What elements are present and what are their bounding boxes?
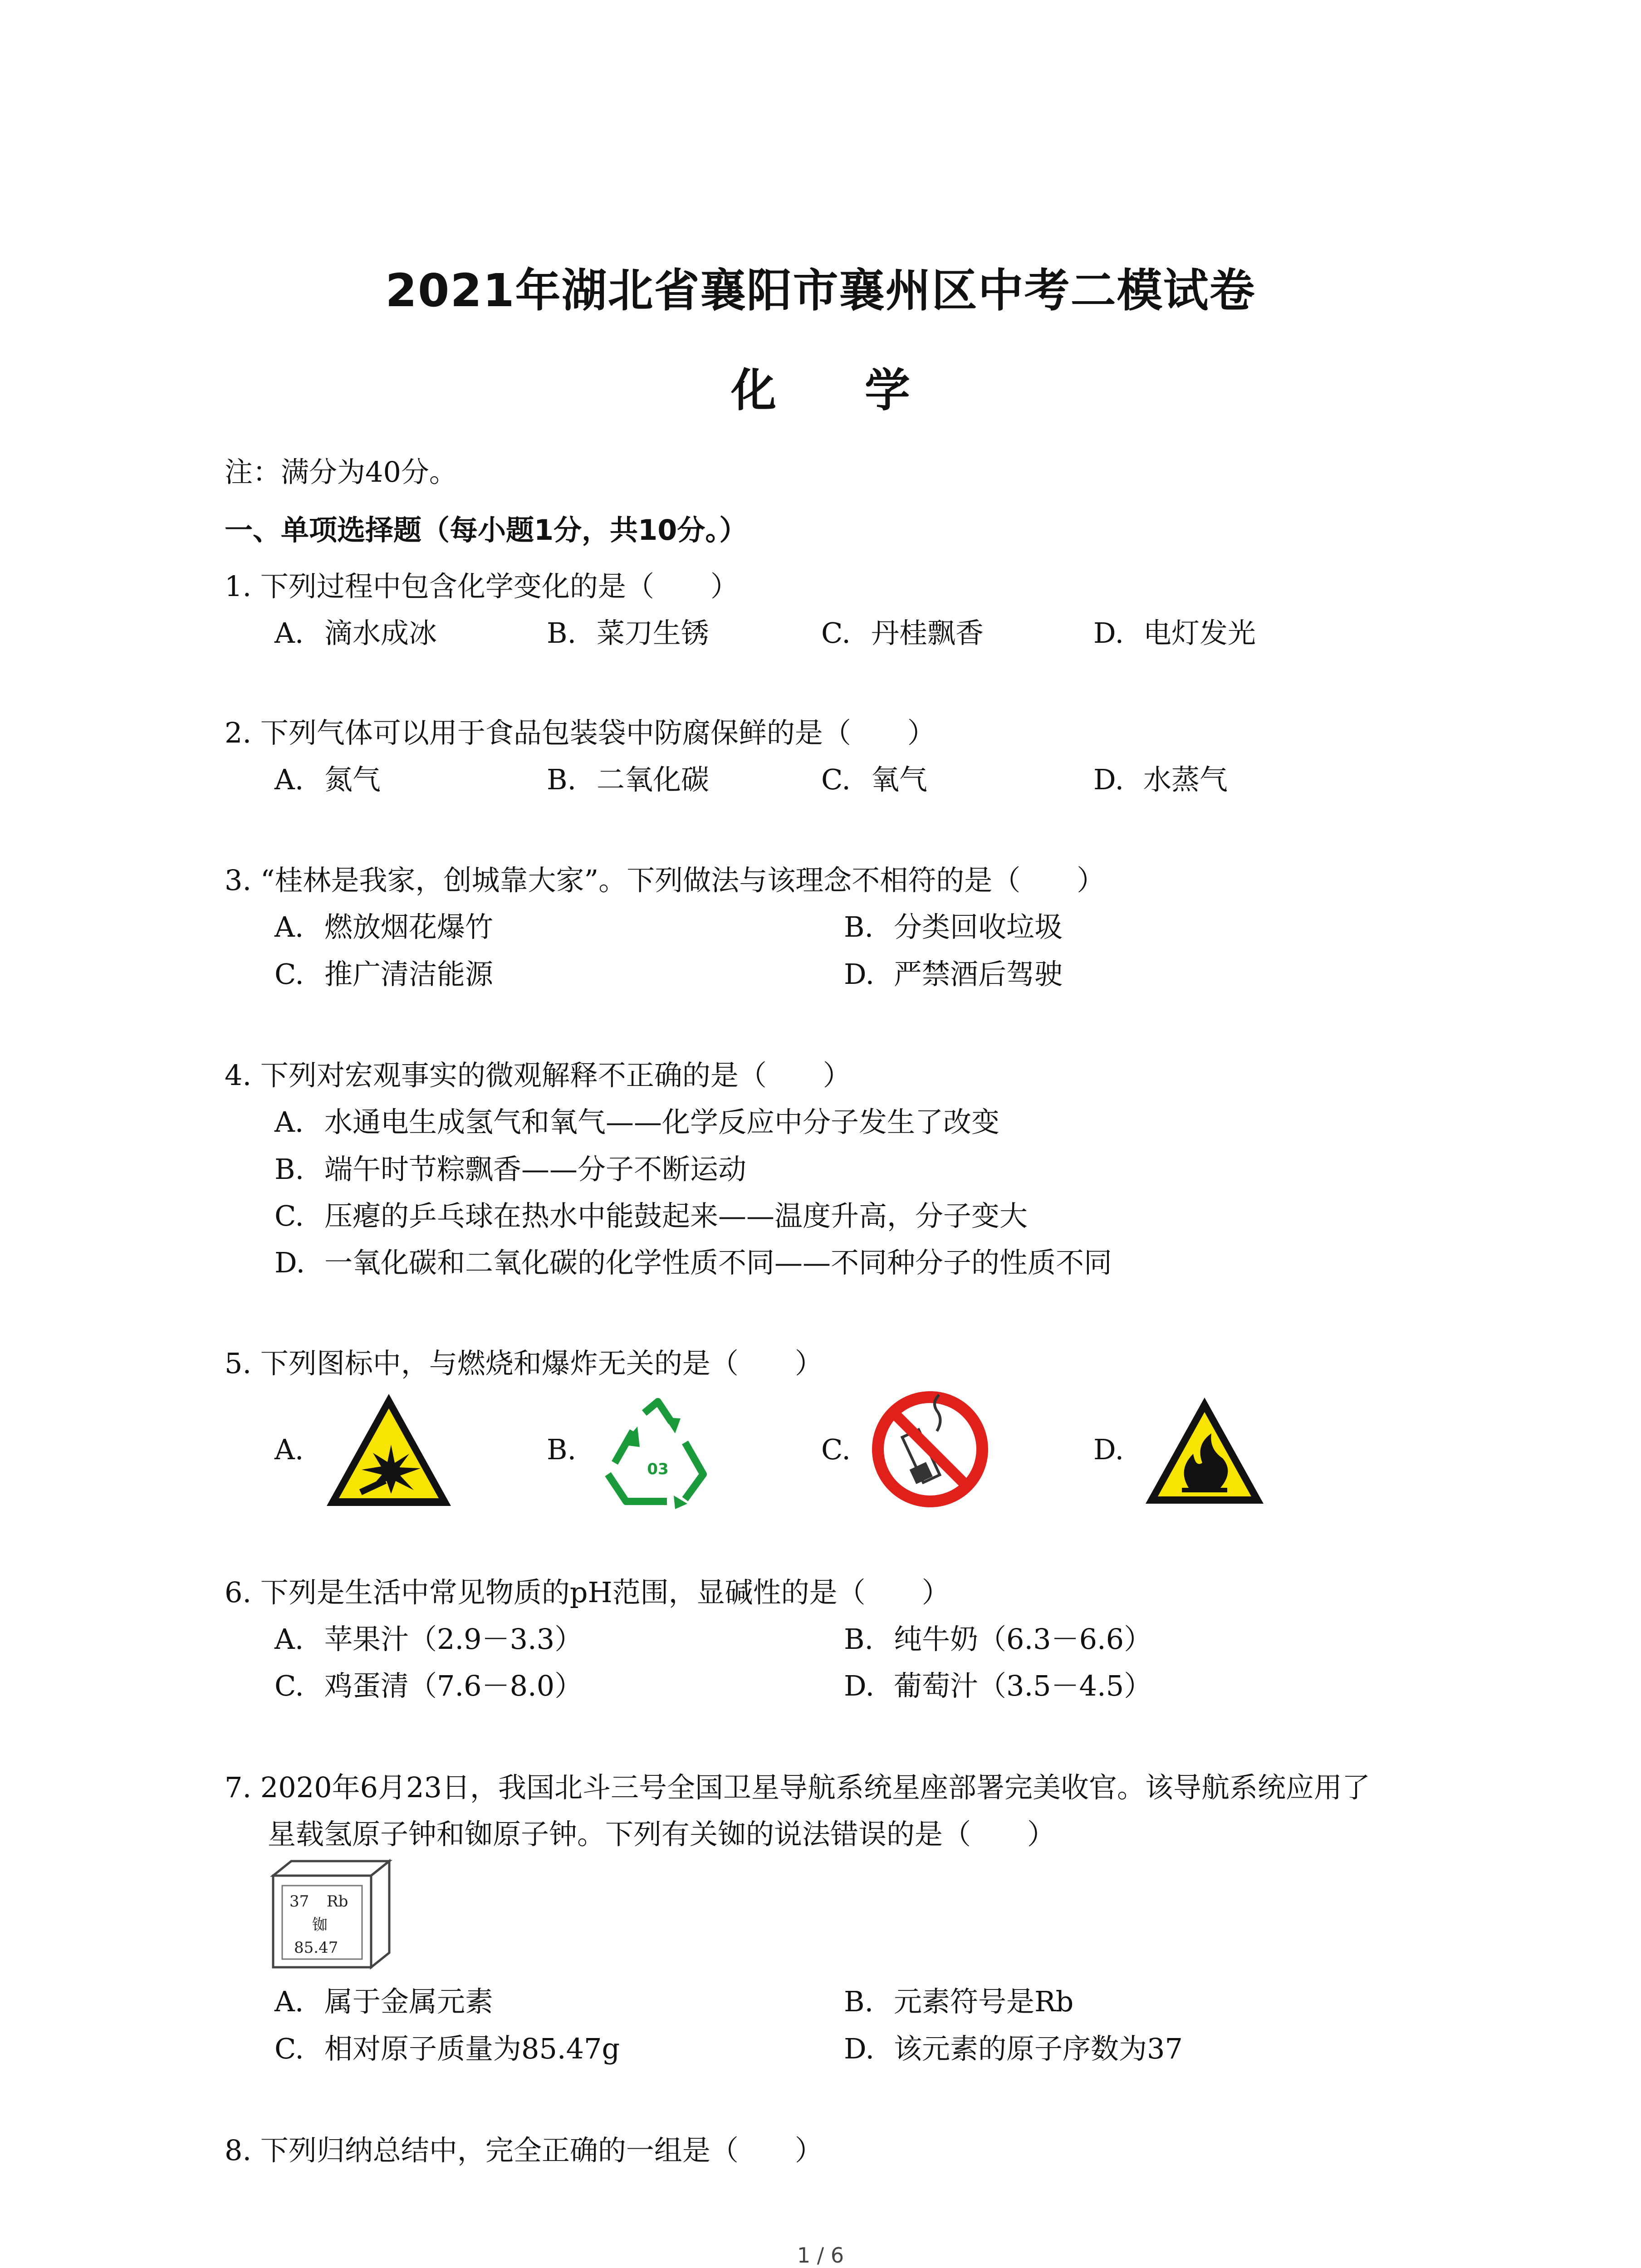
option-key: D. [274, 1246, 305, 1279]
option-text: 二氧化碳 [597, 763, 710, 796]
option-key: C. [274, 1199, 304, 1232]
q7-option-b [844, 1985, 1074, 2018]
element-tile-rubidium [268, 1857, 395, 1971]
option-key: B. [547, 763, 577, 796]
option-text: 水通电生成氢气和氧气——化学反应中分子发生了改变 [324, 1105, 1000, 1139]
option-text: 推广清洁能源 [324, 958, 494, 991]
option-text: 滴水成冰 [324, 616, 437, 650]
option-text: 葡萄汁（3.5－4.5） [894, 1669, 1152, 1702]
q3-option-b [844, 910, 1063, 943]
option-text: 元素符号是Rb [894, 1985, 1074, 2018]
question-8-stem: 8. 下列归纳总结中，完全正确的一组是（ ） [225, 2134, 823, 2167]
page-number: 1 / 6 [797, 2243, 844, 2268]
option-key: C. [821, 616, 851, 650]
q4-option-c [274, 1199, 1028, 1232]
q2-option-a [274, 763, 381, 796]
option-text: 属于金属元素 [324, 1985, 494, 2018]
question-2-stem: 2. 下列气体可以用于食品包装袋中防腐保鲜的是（ ） [225, 716, 936, 749]
option-key: C. [274, 958, 304, 991]
option-key: D. [844, 2032, 875, 2065]
option-key: B. [844, 1985, 874, 2018]
q5-option-d-key: D. [1093, 1433, 1124, 1466]
option-key: C. [821, 763, 851, 796]
q1-option-b [547, 616, 710, 650]
section-heading: 一、单项选择题（每小题1分，共10分。） [225, 513, 748, 547]
q4-option-d [274, 1246, 1112, 1279]
explosive-warning-icon [323, 1390, 455, 1513]
option-text: 纯牛奶（6.3－6.6） [894, 1623, 1152, 1656]
q6-option-b [844, 1623, 1152, 1656]
q7-option-d [844, 2032, 1183, 2065]
option-text: 相对原子质量为85.47g [324, 2032, 620, 2065]
option-text: 菜刀生锈 [597, 616, 710, 650]
q5-option-a-key: A. [274, 1433, 304, 1466]
question-5-stem: 5. 下列图标中，与燃烧和爆炸无关的是（ ） [225, 1347, 823, 1380]
option-key: C. [274, 1669, 304, 1702]
option-text: 燃放烟花爆竹 [324, 910, 494, 943]
question-3-stem: 3. “桂林是我家，创城靠大家”。下列做法与该理念不相符的是（ ） [225, 864, 1105, 897]
option-key: B. [844, 910, 874, 943]
atomic-mass: 85.47 [294, 1939, 338, 1957]
option-key: A. [274, 763, 304, 796]
option-text: 鸡蛋清（7.6－8.0） [324, 1669, 583, 1702]
option-key: D. [1093, 763, 1124, 796]
flammable-warning-icon [1143, 1395, 1266, 1508]
q7-option-a [274, 1985, 494, 2018]
exam-title: 2021年湖北省襄阳市襄州区中考二模试卷 [385, 264, 1256, 317]
q4-option-b [274, 1153, 747, 1186]
no-smoking-icon [869, 1388, 991, 1510]
option-key: C. [274, 2032, 304, 2065]
option-key: A. [274, 910, 304, 943]
option-key: B. [274, 1153, 304, 1186]
option-key: B. [547, 616, 577, 650]
q7-option-c [274, 2032, 620, 2065]
option-text: 氧气 [871, 763, 928, 796]
q6-option-a [274, 1623, 583, 1656]
q3-option-a [274, 910, 494, 943]
q5-option-b-key: B. [547, 1433, 577, 1466]
q2-option-c [821, 763, 928, 796]
option-key: D. [844, 958, 875, 991]
question-4-stem: 4. 下列对宏观事实的微观解释不正确的是（ ） [225, 1059, 851, 1092]
atomic-number: 37 [289, 1892, 309, 1911]
question-7-stem-cont: 星载氢原子钟和铷原子钟。下列有关铷的说法错误的是（ ） [268, 1818, 1056, 1851]
q1-option-d [1093, 616, 1256, 650]
element-name: 铷 [312, 1916, 328, 1934]
q6-option-d [844, 1669, 1152, 1702]
option-text: 严禁酒后驾驶 [894, 958, 1063, 991]
option-key: A. [274, 1985, 304, 2018]
note-text: 注：满分为40分。 [225, 455, 457, 489]
subject-title: 化 学 [731, 364, 946, 417]
recycle-code: 03 [647, 1460, 669, 1478]
option-text: 端午时节粽飘香——分子不断运动 [324, 1153, 747, 1186]
q1-option-c [821, 616, 984, 650]
option-key: D. [1093, 616, 1124, 650]
q2-option-b [547, 763, 710, 796]
q2-option-d [1093, 763, 1228, 796]
option-text: 丹桂飘香 [871, 616, 984, 650]
q3-option-d [844, 958, 1063, 991]
question-1-stem: 1. 下列过程中包含化学变化的是（ ） [225, 570, 739, 603]
q5-option-c-key: C. [821, 1433, 851, 1466]
q6-option-c [274, 1669, 583, 1702]
question-7-stem: 7. 2020年6月23日，我国北斗三号全国卫星导航系统星座部署完美收官。该导航系统应用了 [225, 1771, 1370, 1804]
element-symbol: Rb [327, 1892, 348, 1911]
option-text: 电灯发光 [1143, 616, 1256, 650]
q4-option-a [274, 1105, 1000, 1139]
option-text: 苹果汁（2.9－3.3） [324, 1623, 583, 1656]
option-key: D. [844, 1669, 875, 1702]
option-key: A. [274, 616, 304, 650]
question-6-stem: 6. 下列是生活中常见物质的pH范围，显碱性的是（ ） [225, 1576, 950, 1609]
option-text: 压瘪的乒乓球在热水中能鼓起来——温度升高，分子变大 [324, 1199, 1028, 1232]
option-text: 该元素的原子序数为37 [894, 2032, 1183, 2065]
q3-option-c [274, 958, 494, 991]
recycle-icon [594, 1395, 721, 1513]
option-text: 氮气 [324, 763, 381, 796]
option-text: 一氧化碳和二氧化碳的化学性质不同——不同种分子的性质不同 [324, 1246, 1112, 1279]
option-key: A. [274, 1623, 304, 1656]
option-key: B. [844, 1623, 874, 1656]
q1-option-a [274, 616, 437, 650]
option-key: A. [274, 1105, 304, 1139]
option-text: 水蒸气 [1143, 763, 1228, 796]
option-text: 分类回收垃圾 [894, 910, 1063, 943]
